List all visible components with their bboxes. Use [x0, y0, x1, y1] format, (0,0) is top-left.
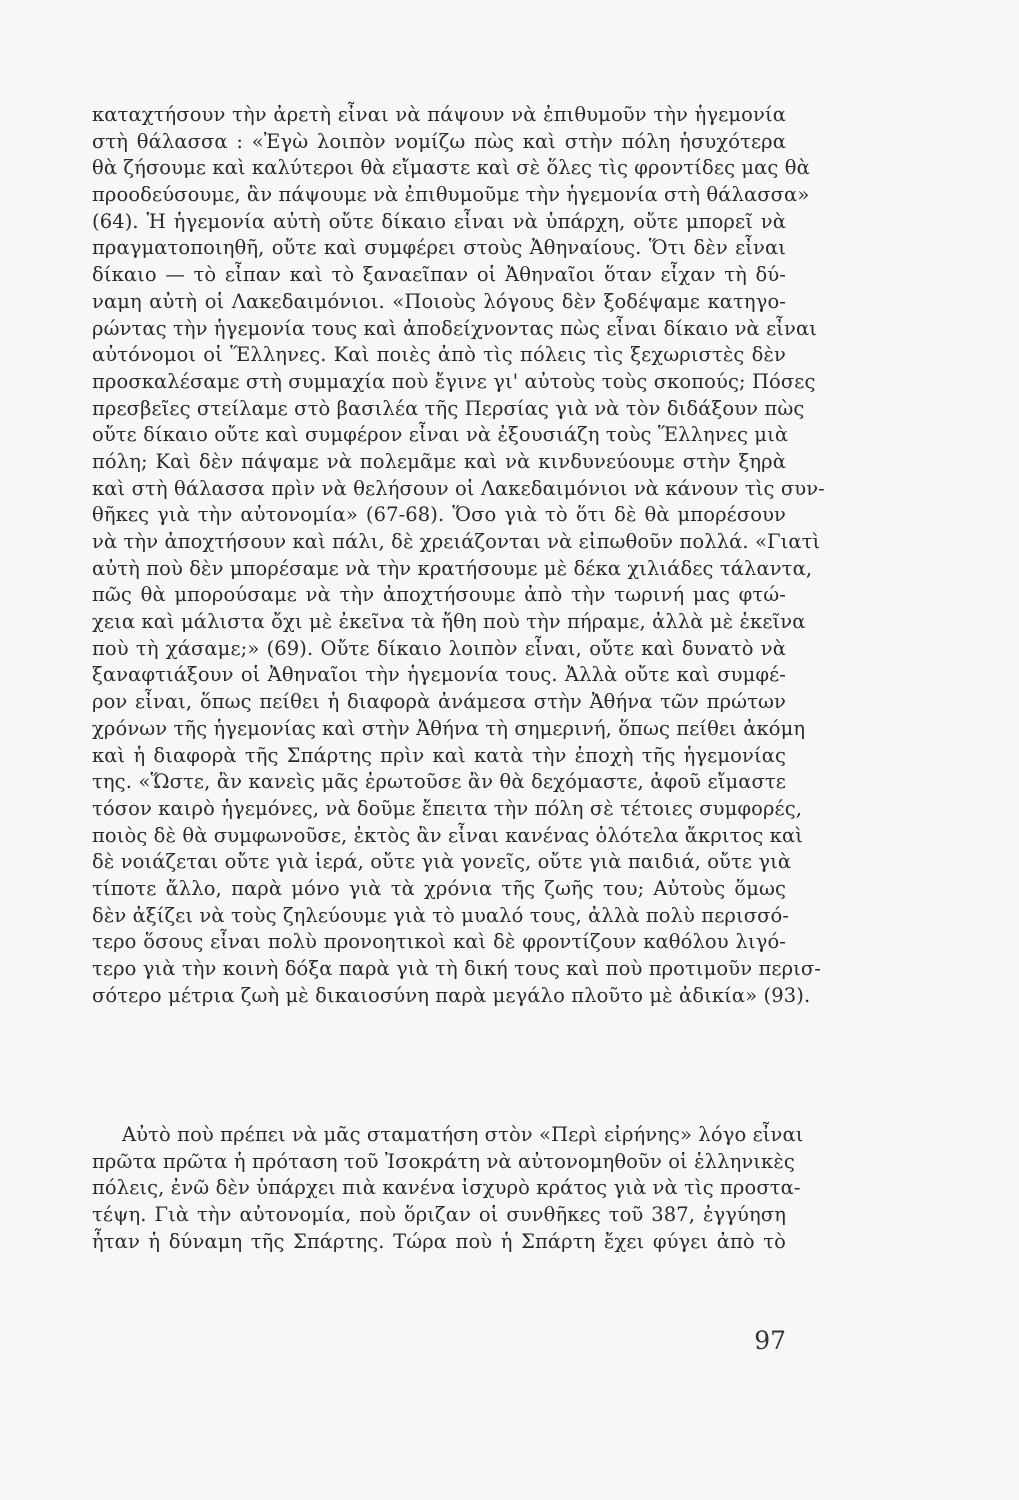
text-line: τέψη. Γιὰ τὴν αὐτονομία, ποὺ ὅριζαν οἱ συνθῆκες τοῦ 387, ἐγγύηση — [92, 1203, 786, 1227]
text-line: θῆκες γιὰ τὴν αὐτονομία» (67-68). Ὅσο γιὰ τὸ ὅτι δὲ θὰ μπορέσουν — [92, 503, 786, 527]
text-line: πρῶτα πρῶτα ἡ πρόταση τοῦ Ἰσοκράτη νὰ αὐτονομηθοῦν οἱ ἑλληνικὲς — [92, 1149, 795, 1173]
text-line: καὶ ἡ διαφορὰ τῆς Σπάρτης πρὶν καὶ κατὰ τὴν ἐποχὴ τῆς ἡγεμονίας — [92, 743, 786, 767]
paragraph-1 — [92, 102, 825, 1009]
text-line: ναμη αὐτὴ οἱ Λακεδαιμόνιοι. «Ποιοὺς λόγους δὲν ξοδέψαμε κατηγο- — [92, 289, 786, 313]
text-line: προοδεύσουμε, ἂν πάψουμε νὰ ἐπιθυμοῦμε τὴν ἡγεμονία στὴ θάλασσα» — [92, 183, 810, 207]
text-line: (64). Ἡ ἡγεμονία αὐτὴ οὔτε δίκαιο εἶναι νὰ ὑπάρχη, οὔτε μπορεῖ νὰ — [92, 209, 786, 233]
text-line: Αὐτὸ ποὺ πρέπει νὰ μᾶς σταματήση στὸν «Περὶ εἰρήνης» λόγο εἶναι — [122, 1123, 804, 1146]
text-line: οὔτε δίκαιο οὔτε καὶ συμφέρον εἶναι νὰ ἐξουσιάζη τοὺς Ἕλληνες μιὰ — [92, 423, 789, 447]
text-line: τερο γιὰ τὴν κοινὴ δόξα παρὰ γιὰ τὴ δική τους καὶ ποὺ προτιμοῦν περισ- — [92, 957, 821, 980]
text-line: δὲ νοιάζεται οὔτε γιὰ ἱερά, οὔτε γιὰ γονεῖς, οὔτε γιὰ παιδιά, οὔτε γιὰ — [92, 850, 792, 874]
text-line: ποιὸς δὲ θὰ συμφωνοῦσε, ἐκτὸς ἂν εἶναι κανένας ὁλότελα ἄκριτος καὶ — [92, 823, 803, 847]
text-line: αὐτόνομοι οἱ Ἕλληνες. Καὶ ποιὲς ἀπὸ τὶς πόλεις τὶς ξεχωριστὲς δὲν — [92, 343, 786, 367]
text-line: ρώντας τὴν ἡγεμονία τους καὶ ἀποδείχνοντας πὼς εἶναι δίκαιο νὰ εἶναι — [92, 316, 818, 340]
text-line: χρόνων τῆς ἡγεμονίας καὶ στὴν Ἀθήνα τὴ σημερινή, ὅπως πείθει ἀκόμη — [92, 716, 806, 740]
text-line: καὶ στὴ θάλασσα πρὶν νὰ θελήσουν οἱ Λακεδαιμόνιοι νὰ κάνουν τὶς συν- — [92, 476, 825, 500]
text-line: ἦταν ἡ δύναμη τῆς Σπάρτης. Τώρα ποὺ ἡ Σπάρτη ἔχει φύγει ἀπὸ τὸ — [92, 1229, 786, 1253]
text-line: τερο ὅσους εἶναι πολὺ προνοητικοὶ καὶ δὲ φροντίζουν καθόλου λιγό- — [92, 930, 786, 954]
text-line: της. «Ὥστε, ἂν κανεὶς μᾶς ἐρωτοῦσε ἂν θὰ δεχόμαστε, ἀφοῦ εἴμαστε — [92, 770, 786, 794]
paragraph-2 — [92, 1122, 804, 1255]
page-number: 97 — [754, 1326, 786, 1355]
text-line: ρον εἶναι, ὅπως πείθει ἡ διαφορὰ ἀνάμεσα στὴν Ἀθήνα τῶν πρώτων — [92, 690, 786, 714]
text-line: νὰ τὴν ἀποχτήσουν καὶ πάλι, δὲ χρειάζονται νὰ εἰπωθοῦν πολλά. «Γιατὶ — [92, 530, 821, 553]
text-line: δίκαιο — τὸ εἶπαν καὶ τὸ ξαναεῖπαν οἱ Ἀθηναῖοι ὅταν εἶχαν τὴ δύ- — [92, 263, 786, 287]
text-line: τόσον καιρὸ ἡγεμόνες, νὰ δοῦμε ἔπειτα τὴν πόλη σὲ τέτοιες συμφορές, — [92, 796, 803, 820]
text-line: πῶς θὰ μπορούσαμε νὰ τὴν ἀποχτήσουμε ἀπὸ τὴν τωρινή μας φτώ- — [92, 583, 786, 607]
text-line: πραγματοποιηθῆ, οὔτε καὶ συμφέρει στοὺς Ἀθηναίους. Ὅτι δὲν εἶναι — [92, 236, 786, 260]
text-line: ξαναφτιάξουν οἱ Ἀθηναῖοι τὴν ἡγεμονία τους. Ἀλλὰ οὔτε καὶ συμφέ- — [92, 663, 786, 687]
text-line: τίποτε ἄλλο, παρὰ μόνο γιὰ τὰ χρόνια τῆς ζωῆς του; Αὐτοὺς ὅμως — [92, 876, 786, 900]
text-line: σότερο μέτρια ζωὴ μὲ δικαιοσύνη παρὰ μεγάλο πλοῦτο μὲ ἀδικία» (93). — [92, 983, 811, 1007]
text-line: θὰ ζήσουμε καὶ καλύτεροι θὰ εἴμαστε καὶ σὲ ὅλες τὶς φροντίδες μας θὰ — [92, 156, 810, 180]
text-line: πόλη; Καὶ δὲν πάψαμε νὰ πολεμᾶμε καὶ νὰ κινδυνεύουμε στὴν ξηρὰ — [92, 449, 786, 473]
text-line: καταχτήσουν τὴν ἀρετὴ εἶναι νὰ πάψουν νὰ ἐπιθυμοῦν τὴν ἡγεμονία — [92, 103, 786, 126]
text-line: πόλεις, ἐνῶ δὲν ὑπάρχει πιὰ κανένα ἰσχυρὸ κράτος γιὰ νὰ τὶς προστα- — [92, 1176, 801, 1200]
text-line: πρεσβεῖες στείλαμε στὸ βασιλέα τῆς Περσίας γιὰ νὰ τὸν διδάξουν πὼς — [92, 396, 805, 420]
text-line: χεια καὶ μάλιστα ὄχι μὲ ἐκεῖνα τὰ ἤθη ποὺ τὴν πήραμε, ἀλλὰ μὲ ἐκεῖνα — [92, 610, 806, 634]
text-line: αὐτὴ ποὺ δὲν μπορέσαμε νὰ τὴν κρατήσουμε μὲ δέκα χιλιάδες τάλαντα, — [92, 556, 813, 580]
text-line: ποὺ τὴ χάσαμε;» (69). Οὔτε δίκαιο λοιπὸν εἶναι, οὔτε καὶ δυνατὸ νὰ — [92, 636, 786, 660]
text-line: δὲν ἀξίζει νὰ τοὺς ζηλεύουμε γιὰ τὸ μυαλό τους, ἀλλὰ πολὺ περισσό- — [92, 903, 790, 927]
text-line: προσκαλέσαμε στὴ συμμαχία ποὺ ἔγινε γι' αὐτοὺς τοὺς σκοπούς; Πόσες — [92, 369, 816, 393]
text-line: στὴ θάλασσα : «Ἐγὼ λοιπὸν νομίζω πὼς καὶ στὴν πόλη ἡσυχότερα — [92, 129, 786, 153]
